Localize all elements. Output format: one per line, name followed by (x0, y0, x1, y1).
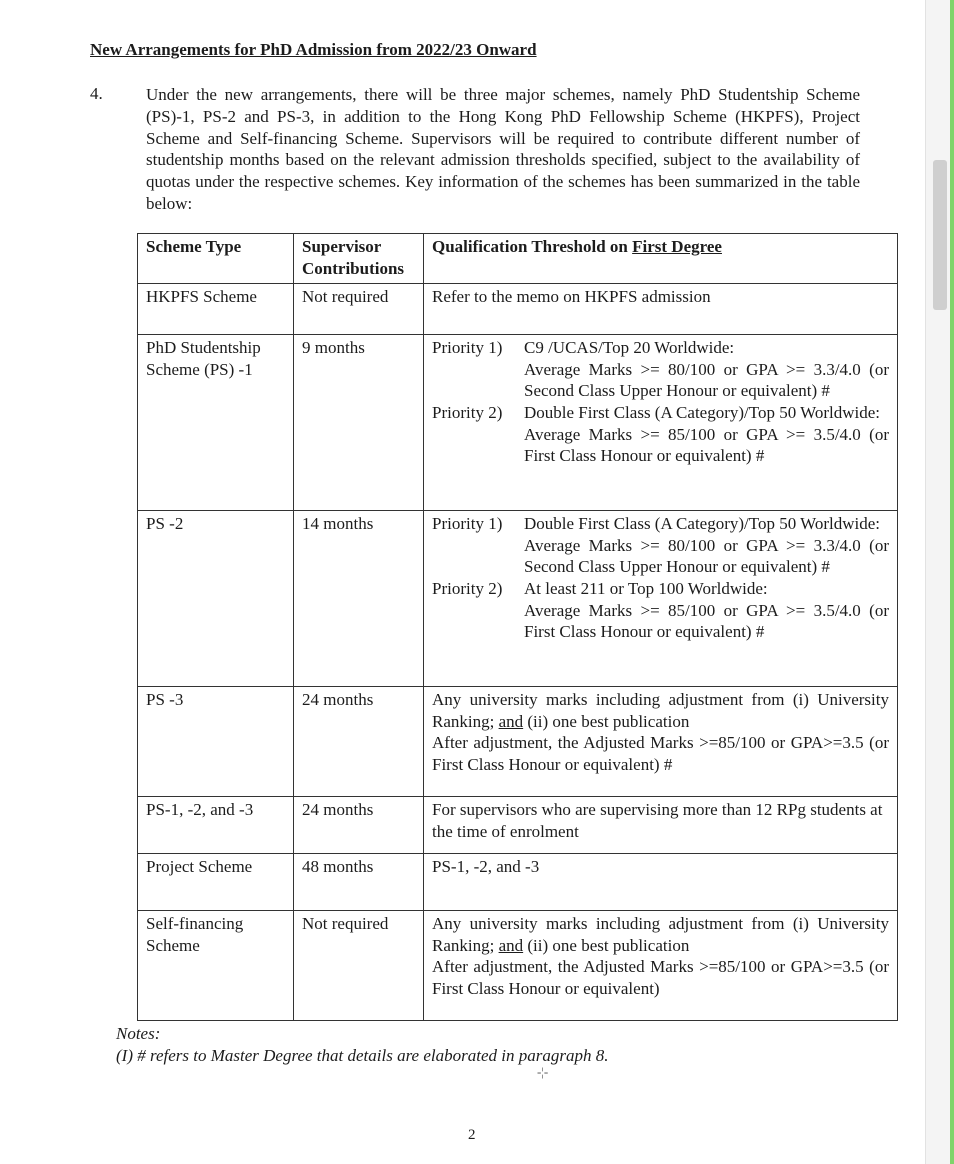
cell-contribution: 14 months (294, 511, 424, 687)
priority-label: Priority 1) (432, 338, 503, 358)
text-cursor-icon: -¦- (537, 1064, 549, 1079)
window-accent-bar (950, 0, 954, 1164)
priority-line (432, 337, 889, 359)
header-threshold-prefix: Qualification Threshold on (432, 237, 633, 256)
threshold-line (432, 913, 889, 956)
table-row (138, 511, 898, 687)
cell-threshold: Refer to the memo on HKPFS admission (424, 284, 898, 335)
priority-text: Double First Class (A Category)/Top 50 Worldwide: (524, 402, 880, 422)
threshold-text: Any university marks including adjustment from (i) University Ranking; (432, 690, 889, 731)
threshold-and: and (498, 711, 524, 731)
priority-label: Priority 2) (432, 578, 503, 598)
section-heading: New Arrangements for PhD Admission from 2022/23 Onward (90, 40, 537, 59)
cell-contribution: 24 months (294, 797, 424, 854)
table-row (138, 911, 898, 1021)
table-header-row (138, 234, 898, 284)
paragraph-number: 4. (90, 84, 103, 103)
priority-detail: Average Marks >= 80/100 or GPA >= 3.3/4.0 (or Second Class Upper Honour or equivalent) # (524, 359, 889, 401)
priority-label: Priority 2) (432, 402, 503, 422)
threshold-text-end: (ii) one best publication (523, 935, 690, 955)
cell-contribution: Not required (294, 284, 424, 335)
header-scheme-type: Scheme Type (138, 234, 294, 284)
cell-scheme: PS-1, -2, and -3 (138, 797, 294, 854)
priority-line (432, 578, 889, 600)
table-row (138, 854, 898, 911)
cell-scheme: PS -2 (138, 511, 294, 687)
notes-title: Notes: (116, 1024, 161, 1043)
cell-scheme: Self-financing Scheme (138, 911, 294, 1021)
priority-detail: Average Marks >= 85/100 or GPA >= 3.5/4.0 (or First Class Honour or equivalent) # (524, 600, 889, 642)
threshold-text: Any university marks including adjustment from (i) University Ranking; (432, 914, 889, 955)
priority-text: C9 /UCAS/Top 20 Worldwide: (524, 338, 735, 358)
priority-line (432, 402, 889, 424)
threshold-adjusted: After adjustment, the Adjusted Marks >=85/100 or GPA>=3.5 (or First Class Honour or equivalent) # (432, 733, 889, 774)
threshold-adjusted: After adjustment, the Adjusted Marks >=85/100 or GPA>=3.5 (or First Class Honour or equivalent) (432, 957, 889, 998)
cell-threshold (424, 335, 898, 511)
notes-item: (I) # refers to Master Degree that details are elaborated in paragraph 8. (116, 1046, 609, 1065)
cell-scheme: PS -3 (138, 687, 294, 797)
cell-contribution: 9 months (294, 335, 424, 511)
cell-contribution: 48 months (294, 854, 424, 911)
cell-threshold (424, 687, 898, 797)
cell-contribution: 24 months (294, 687, 424, 797)
cell-threshold (424, 911, 898, 1021)
cell-contribution: Not required (294, 911, 424, 1021)
cell-threshold: For supervisors who are supervising more than 12 RPg students at the time of enrolment (424, 797, 898, 854)
header-qualification-threshold (424, 234, 898, 284)
threshold-text-end: (ii) one best publication (523, 711, 690, 731)
priority-line (432, 513, 889, 535)
schemes-table (137, 233, 898, 1021)
priority-detail: Average Marks >= 80/100 or GPA >= 3.3/4.0 (or Second Class Upper Honour or equivalent) # (524, 535, 889, 577)
cell-scheme: HKPFS Scheme (138, 284, 294, 335)
threshold-and: and (498, 935, 524, 955)
cell-threshold: PS-1, -2, and -3 (424, 854, 898, 911)
header-supervisor-contributions: Supervisor Contributions (294, 234, 424, 284)
cell-scheme: PhD Studentship Scheme (PS) -1 (138, 335, 294, 511)
notes (116, 1023, 608, 1067)
priority-text: At least 211 or Top 100 Worldwide: (524, 578, 768, 598)
priority-label: Priority 1) (432, 514, 503, 534)
priority-detail: Average Marks >= 85/100 or GPA >= 3.5/4.0 (or First Class Honour or equivalent) # (524, 424, 889, 466)
priority-text: Double First Class (A Category)/Top 50 Worldwide: (524, 514, 880, 534)
threshold-line (432, 689, 889, 732)
page-number: 2 (468, 1127, 476, 1143)
cell-scheme: Project Scheme (138, 854, 294, 911)
paragraph-text: Under the new arrangements, there will be three major schemes, namely PhD Studentship Scheme (PS)-1, PS-2 and PS-3, in addition to the Hong Kong PhD Fellowship Scheme (HKPFS), Project Scheme and Self-financing Scheme. Supervisors will be required to contribute different number of studentship months based on the relevant admission thresholds specified, subject to the availability of quotas under the respective schemes. Key information of the schemes has been summarized in the table below: (146, 85, 860, 213)
table-row (138, 687, 898, 797)
scrollbar-thumb[interactable] (933, 160, 947, 310)
table-row (138, 284, 898, 335)
header-threshold-underlined: First Degree (632, 237, 722, 256)
table-row (138, 797, 898, 854)
viewer-edge (925, 0, 954, 1164)
table-row (138, 335, 898, 511)
cell-threshold (424, 511, 898, 687)
